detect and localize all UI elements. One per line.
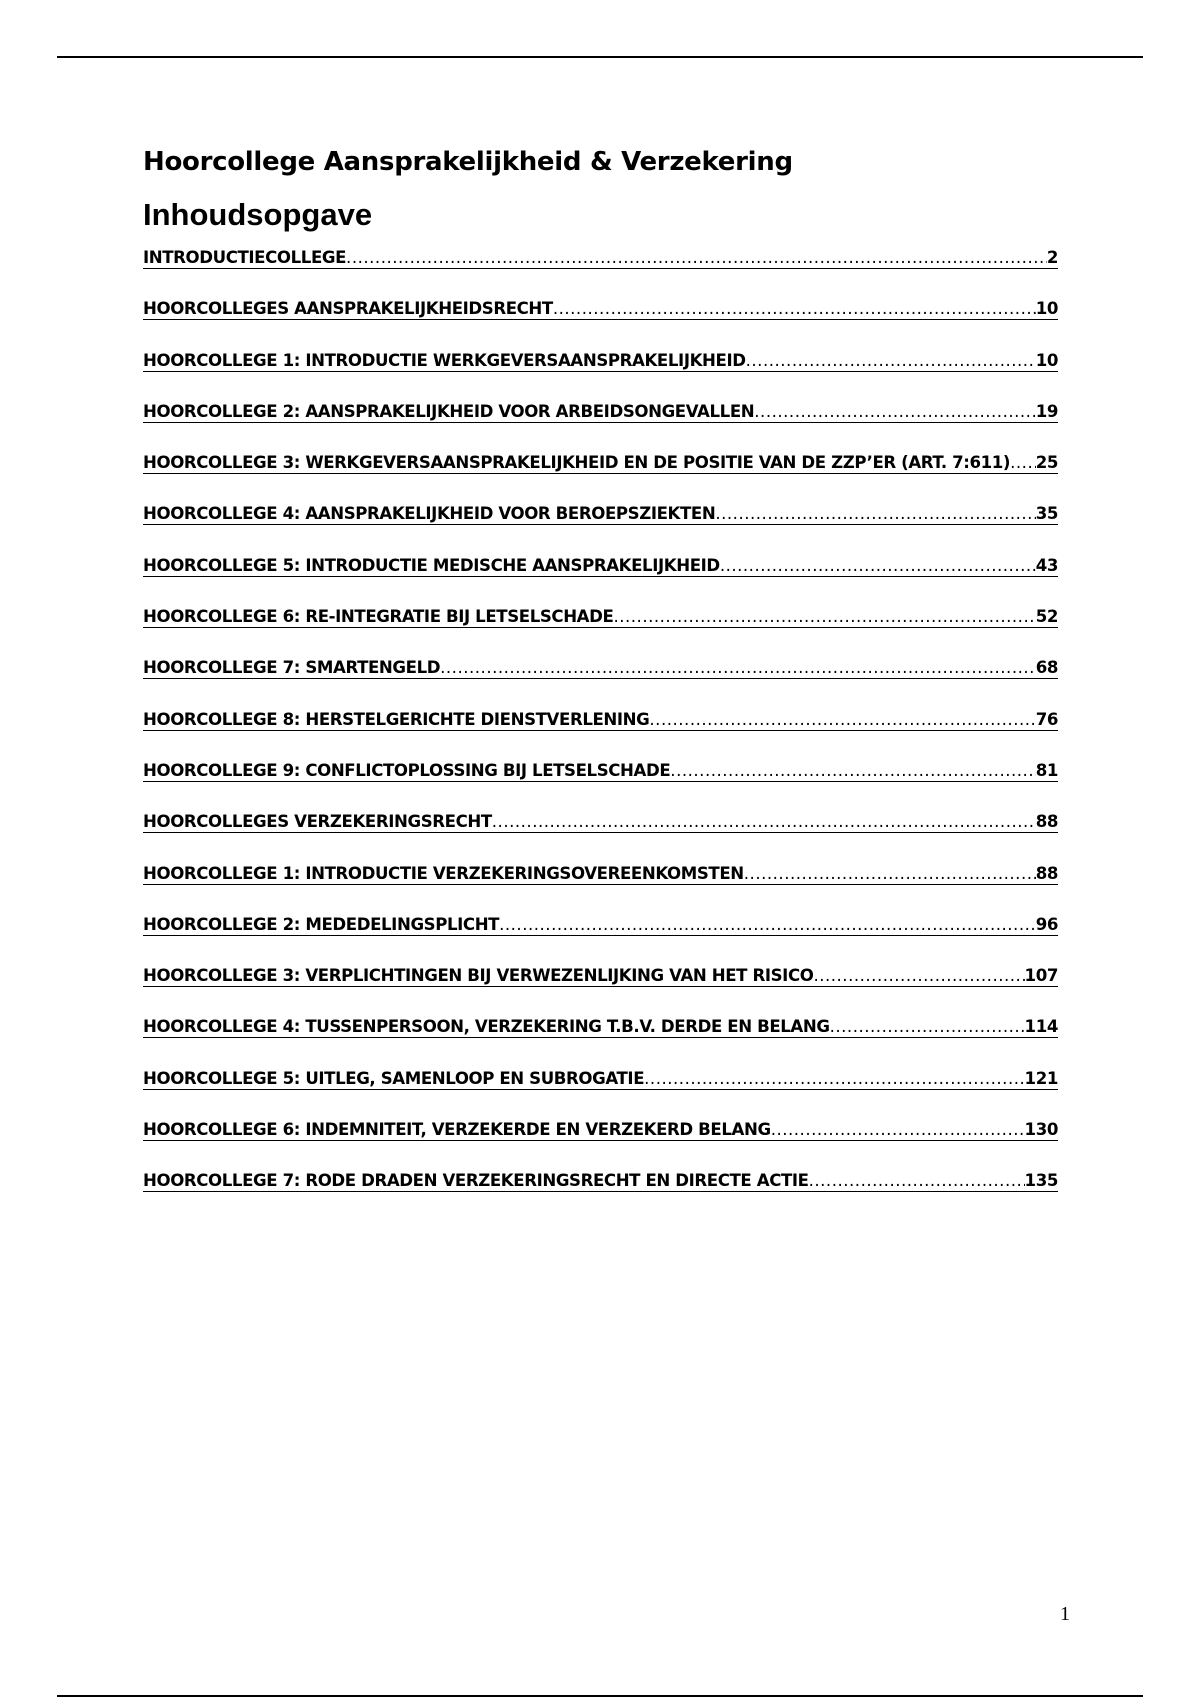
toc-entry-label: HOORCOLLEGE 2: MEDEDELINGSPLICHT (143, 914, 500, 934)
toc-entry[interactable] (143, 248, 1058, 299)
toc-entry-label: HOORCOLLEGE 2: AANSPRAKELIJKHEID VOOR ARBEIDSONGEVALLEN (143, 401, 755, 421)
toc-entry-page: 10 (1035, 350, 1058, 370)
toc-dot-leader (746, 351, 1036, 371)
toc-dot-leader (813, 966, 1024, 986)
toc-entry[interactable] (143, 1120, 1058, 1171)
toc-entry-page: 121 (1024, 1068, 1058, 1088)
toc-entry-page: 135 (1024, 1171, 1058, 1191)
toc-dot-leader (744, 864, 1036, 884)
toc-entry-label: HOORCOLLEGE 1: INTRODUCTIE VERZEKERINGSOVEREENKOMSTEN (143, 863, 744, 883)
toc-entry[interactable] (143, 658, 1058, 709)
toc-entry-page: 88 (1035, 863, 1058, 883)
toc-link[interactable] (143, 453, 1058, 474)
toc-entry-label: HOORCOLLEGE 4: TUSSENPERSOON, VERZEKERING T.B.V. DERDE EN BELANG (143, 1017, 830, 1037)
toc-entry[interactable] (143, 607, 1058, 658)
toc-dot-leader (649, 710, 1035, 730)
toc-entry-label: HOORCOLLEGE 6: RE-INTEGRATIE BIJ LETSELSCHADE (143, 607, 614, 627)
toc-dot-leader (613, 607, 1035, 627)
toc-entry-page: 88 (1035, 812, 1058, 832)
toc-link[interactable] (143, 299, 1058, 320)
toc-entry-label: HOORCOLLEGE 5: UITLEG, SAMENLOOP EN SUBROGATIE (143, 1068, 645, 1088)
toc-dot-leader (720, 556, 1036, 576)
toc-entry-page: 81 (1035, 760, 1058, 780)
toc-entry[interactable] (143, 966, 1058, 1017)
toc-entry-label: HOORCOLLEGE 5: INTRODUCTIE MEDISCHE AANSPRAKELIJKHEID (143, 555, 720, 575)
toc-entry-label: HOORCOLLEGES AANSPRAKELIJKHEIDSRECHT (143, 299, 553, 319)
toc-link[interactable] (143, 658, 1058, 679)
toc-dot-leader (644, 1069, 1024, 1089)
toc-dot-leader (346, 248, 1047, 268)
toc-dot-leader (809, 1171, 1025, 1191)
toc-entry-page: 52 (1035, 607, 1058, 627)
toc-link[interactable] (143, 504, 1058, 525)
toc-entry-page: 25 (1035, 453, 1058, 473)
toc-link[interactable] (143, 556, 1058, 577)
document-title: Hoorcollege Aansprakelijkheid & Verzekering (143, 147, 793, 177)
toc-entry-page: 114 (1024, 1017, 1058, 1037)
toc-entry[interactable] (143, 556, 1058, 607)
toc-entry-label: HOORCOLLEGE 7: SMARTENGELD (143, 658, 441, 678)
toc-link[interactable] (143, 248, 1058, 269)
toc-dot-leader (440, 658, 1036, 678)
toc-link[interactable] (143, 607, 1058, 628)
toc-link[interactable] (143, 915, 1058, 936)
toc-dot-leader (499, 915, 1036, 935)
toc-dot-leader (553, 299, 1036, 319)
toc-heading: Inhoudsopgave (143, 197, 373, 232)
header-rule (57, 56, 1143, 58)
toc-entry[interactable] (143, 812, 1058, 863)
toc-entry[interactable] (143, 299, 1058, 350)
toc-dot-leader (670, 761, 1035, 781)
toc-entry-label: HOORCOLLEGE 7: RODE DRADEN VERZEKERINGSRECHT EN DIRECTE ACTIE (143, 1171, 809, 1191)
toc-entry-label: HOORCOLLEGE 8: HERSTELGERICHTE DIENSTVERLENING (143, 709, 650, 729)
toc-link[interactable] (143, 1069, 1058, 1090)
toc-link[interactable] (143, 710, 1058, 731)
toc-entry-page: 2 (1046, 248, 1058, 267)
toc-entry-label: HOORCOLLEGE 1: INTRODUCTIE WERKGEVERSAANSPRAKELIJKHEID (143, 350, 746, 370)
toc-entry-page: 35 (1035, 504, 1058, 524)
toc-entry-label: HOORCOLLEGE 9: CONFLICTOPLOSSING BIJ LETSELSCHADE (143, 760, 671, 780)
toc-link[interactable] (143, 1120, 1058, 1141)
toc-entry[interactable] (143, 351, 1058, 402)
page-content (143, 140, 1058, 1223)
toc-entry-label: HOORCOLLEGES VERZEKERINGSRECHT (143, 812, 492, 832)
toc-entry[interactable] (143, 453, 1058, 504)
toc-entry-page: 10 (1035, 299, 1058, 319)
toc-link[interactable] (143, 351, 1058, 372)
toc-entry[interactable] (143, 1017, 1058, 1068)
toc-link[interactable] (143, 812, 1058, 833)
toc-entry[interactable] (143, 761, 1058, 812)
page-number: 1 (1060, 1603, 1070, 1625)
toc-entry-page: 130 (1024, 1120, 1058, 1140)
toc-entry[interactable] (143, 915, 1058, 966)
table-of-contents (143, 248, 1058, 1223)
toc-entry-page: 96 (1035, 914, 1058, 934)
toc-dot-leader (830, 1017, 1025, 1037)
toc-dot-leader (1010, 453, 1036, 473)
toc-entry-label: HOORCOLLEGE 3: WERKGEVERSAANSPRAKELIJKHEID EN DE POSITIE VAN DE ZZP’ER (ART. 7:611) (143, 453, 1011, 473)
toc-entry[interactable] (143, 864, 1058, 915)
toc-entry[interactable] (143, 504, 1058, 555)
toc-link[interactable] (143, 1171, 1058, 1192)
toc-entry[interactable] (143, 402, 1058, 453)
toc-entry-page: 68 (1035, 658, 1058, 678)
toc-entry[interactable] (143, 1171, 1058, 1222)
toc-link[interactable] (143, 1017, 1058, 1038)
toc-dot-leader (754, 402, 1035, 422)
toc-link[interactable] (143, 864, 1058, 885)
toc-entry-page: 19 (1035, 401, 1058, 421)
toc-dot-leader (771, 1120, 1025, 1140)
toc-entry-page: 76 (1035, 709, 1058, 729)
toc-entry-label: INTRODUCTIECOLLEGE (143, 248, 347, 267)
toc-entry-page: 107 (1024, 966, 1058, 986)
toc-entry-label: HOORCOLLEGE 6: INDEMNITEIT, VERZEKERDE EN VERZEKERD BELANG (143, 1120, 771, 1140)
toc-entry-label: HOORCOLLEGE 4: AANSPRAKELIJKHEID VOOR BEROEPSZIEKTEN (143, 504, 716, 524)
toc-link[interactable] (143, 761, 1058, 782)
toc-entry-page: 43 (1035, 555, 1058, 575)
toc-link[interactable] (143, 402, 1058, 423)
toc-dot-leader (492, 812, 1036, 832)
toc-entry[interactable] (143, 1069, 1058, 1120)
toc-entry-label: HOORCOLLEGE 3: VERPLICHTINGEN BIJ VERWEZENLIJKING VAN HET RISICO (143, 966, 814, 986)
toc-dot-leader (715, 504, 1035, 524)
toc-entry[interactable] (143, 710, 1058, 761)
toc-link[interactable] (143, 966, 1058, 987)
footer-rule (57, 1695, 1143, 1697)
